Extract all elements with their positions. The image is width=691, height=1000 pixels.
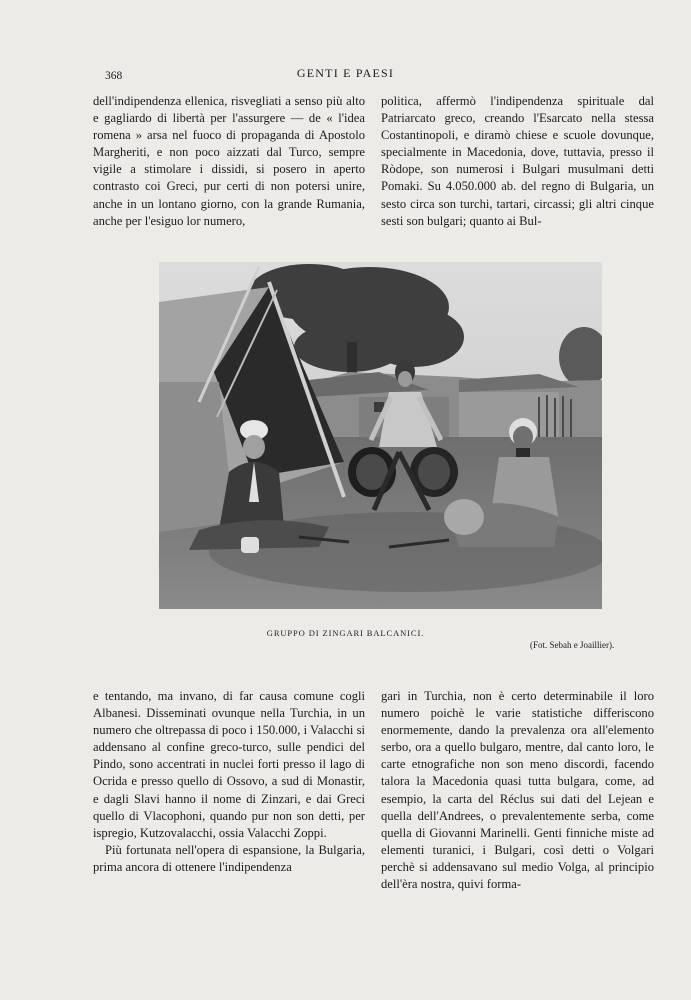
paragraph: e tentando, ma invano, di far causa comune cogli Albanesi. Disseminati ovunque nella Turchia, in un numero che oltrepassa di poco i 150.000, i Valacchi si addensano al confine greco-turco, sulle pendici del Pindo, sono accentrati in nuclei forti presso il lago di Ocrida e presso quello di Ossovo, a sud di Monastir, e dagli Slavi hanno il nome di Zinzari, e dai Greci quello di Vlacophoni, quando pur non son detti, per ispregio, Kutzovalacchi, ossia Valacchi Zoppi. bbox=[93, 689, 365, 840]
text-column-bottom-left bbox=[93, 688, 365, 876]
paragraph: dell'indipendenza ellenica, risvegliati a senso più alto e gagliardo di libertà per l'assurgere — de « l'idea romena » arsa nel fuoco di propaganda di Apostolo Margheriti, e non poco aizzati dal Turco, sempre vigile a stimolare i dissidi, si posero in aperto contrasto coi Greci, pur certi di non potersi unire, anche in un lontano giorno, con la grande Rumania, anche per l'esiguo lor numero, bbox=[93, 94, 365, 228]
paragraph: Più fortunata nell'opera di espansione, la Bulgaria, prima ancora di ottenere l'indipendenza bbox=[93, 842, 365, 874]
text-column-top-left bbox=[93, 93, 365, 230]
buildings bbox=[299, 372, 602, 440]
photo-credit: (Fot. Sebah e Joaillier). bbox=[530, 640, 615, 650]
paragraph: politica, affermò l'indipendenza spirituale dal Patriarcato greco, creando l'Esarcato nella stessa Costantinopoli, e diramò chiese e scuole dovunque, specialmente in Macedonia, dove, tuttavia, presso il Ròdope, son numerosi i Bulgari musulmani detti Pomaki. Su 4.050.000 ab. del regno di Bulgaria, un sesto circa son turchi, tartari, circassi; gli altri cinque sesti son bulgari; quanto ai Bul- bbox=[381, 94, 654, 228]
figure-caption: GRUPPO DI ZINGARI BALCANICI. bbox=[266, 628, 425, 638]
paragraph: gari in Turchia, non è certo determinabile il loro numero poichè le varie statistiche differiscono enormemente, dando la prevalenza ora all'elemento serbo, ora a quello bulgaro, mentre, dal canto loro, le carte etnografiche non son meno discordi, facendo talora la Macedonia quasi tutta bulgara, come, ad esempio, la carta del Réclus sui dati del Lejean e quella dell'Andrees, o prevalentemente serba, come quella di Giovanni Marinelli. Genti finniche miste ad elementi turanici, i Bulgari, così detti o Volgari perchè si addensavano sul medio Volga, al principio dell'èra nostra, quivi forma- bbox=[381, 689, 654, 892]
running-head: GENTI E PAESI bbox=[296, 66, 395, 80]
text-column-bottom-right bbox=[381, 688, 654, 893]
text-column-top-right bbox=[381, 93, 654, 230]
page-number: 368 bbox=[105, 70, 123, 82]
photograph-gypsy-group bbox=[159, 262, 602, 609]
